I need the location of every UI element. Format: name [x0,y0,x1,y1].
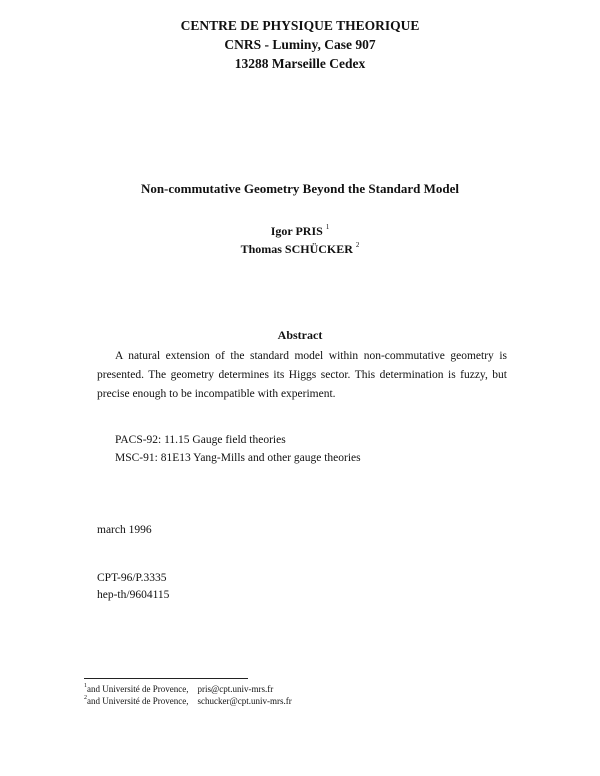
footnote-email: pris@cpt.univ-mrs.fr [197,684,274,694]
author-name: Thomas SCHÜCKER [240,242,353,256]
author-1 [0,224,600,239]
footnote-mark: 2 [355,241,360,249]
abstract-text: A natural extension of the standard model within non-commutative geometry is presented. The geometry determines its Higgs sector. This determination is fuzzy, but precise enough to be incompatible with experiment. [97,350,507,400]
footnote-mark: 2 [84,695,87,701]
footnote-mark: 1 [325,223,330,231]
institution-city: 13288 Marseille Cedex [234,56,366,71]
footnote-2 [84,693,292,707]
footnote-email: schucker@cpt.univ-mrs.fr [197,696,292,706]
arxiv-number: hep-th/9604115 [97,589,170,601]
abstract-heading: Abstract [277,328,323,342]
report-number: CPT-96/P.3335 [97,572,167,584]
pacs-code: PACS-92: 11.15 Gauge field theories [115,434,286,446]
institution-address: CNRS - Luminy, Case 907 [224,37,376,52]
institution-header [0,16,600,73]
msc-code: MSC-91: 81E13 Yang-Mills and other gauge theories [115,452,361,464]
footnote-affiliation: and Université de Provence, [87,696,189,706]
author-name: Igor PRIS [270,224,323,238]
date: march 1996 [97,524,152,536]
footnote-affiliation: and Université de Provence, [87,684,189,694]
author-2 [0,242,600,257]
paper-title: Non-commutative Geometry Beyond the Standard Model [140,181,460,196]
footnote-rule [84,678,248,679]
footnote-mark: 1 [84,683,87,689]
institution-name: CENTRE DE PHYSIQUE THEORIQUE [180,18,420,33]
